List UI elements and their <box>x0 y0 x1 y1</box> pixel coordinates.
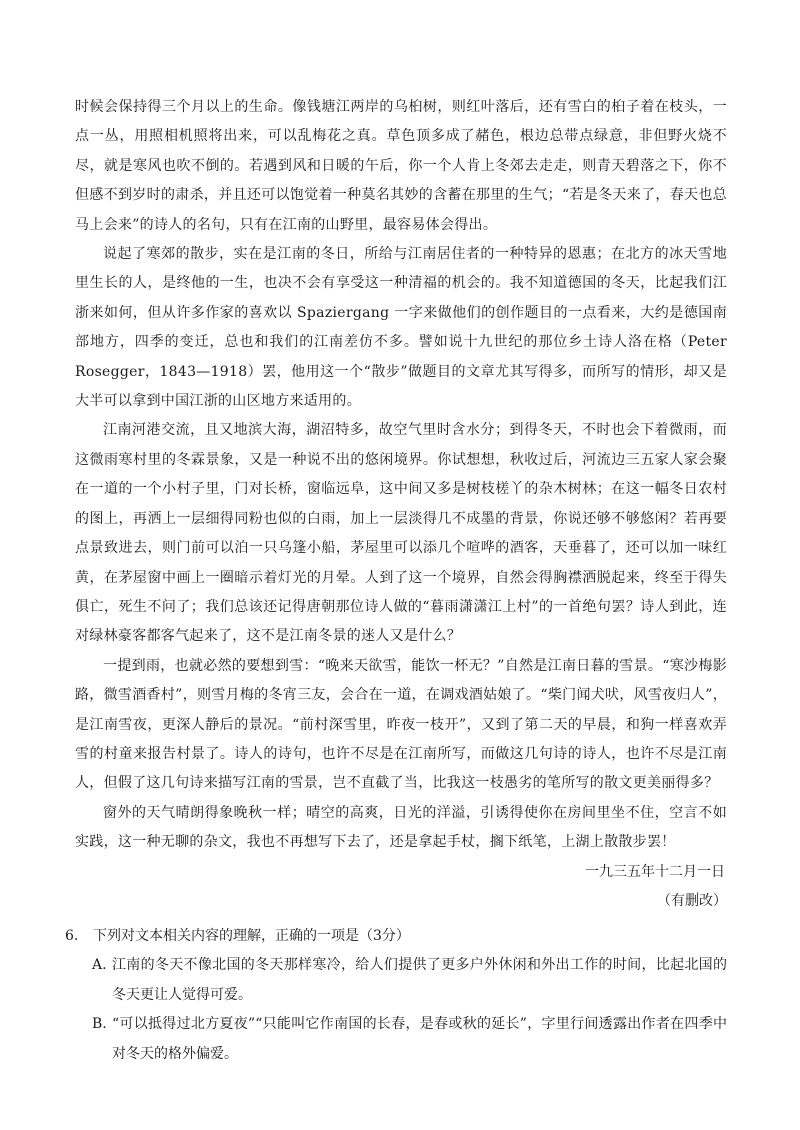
option-text: 江南的冬天不像北国的冬天那样寒冷，给人们提供了更多户外休闲和外出工作的时间，比起北国的冬天更让人觉得可爱。 <box>112 957 727 1003</box>
option-a <box>92 951 727 1010</box>
question-text: 下列对文本相关内容的理解，正确的一项是（3分） <box>93 928 410 945</box>
passage-paragraph-1: 时候会保持得三个月以上的生命。像钱塘江两岸的乌桕树，则红叶落后，还有雪白的桕子着在枝头，一点一丛，用照相机照将出来，可以乱梅花之真。草色顶多成了赭色，根边总带点绿意，非但野火烧不尽，就是寒风也吹不倒的。若遇到风和日暖的午后，你一个人肯上冬郊去走走，则青天碧落之下，你不但感不到岁时的肃杀，并且还可以饱觉着一种莫名其妙的含蓄在那里的生气；“若是冬天来了，春天也总马上会来”的诗人的名句，只有在江南的山野里，最容易体会得出。 <box>75 99 727 233</box>
question-6-stem <box>65 922 727 951</box>
question-number: 6. <box>65 928 79 945</box>
passage-paragraph-4: 一提到雨，也就必然的要想到雪：“晚来天欲雪，能饮一杯无？”自然是江南日暮的雪景。“寒沙梅影路，微雪酒香村”，则雪月梅的冬宵三友，会合在一道，在调戏酒姑娘了。“柴门闻犬吠，风雪夜归人”，是江南雪夜，更深人静后的景况。“前村深雪里，昨夜一枝开”，又到了第二天的早晨，和狗一样喜欢弄雪的村童来报告村景了。诗人的诗句，也许不尽是在江南所写，而做这几句诗的诗人，也许不尽是江南人，但假了这几句诗来描写江南的雪景，岂不直截了当，比我这一枝愚劣的笔所写的散文更美丽得多？ <box>75 657 727 792</box>
document-page <box>65 93 727 1069</box>
passage-paragraph-5: 窗外的天气晴朗得象晚秋一样；晴空的高爽，日光的洋溢，引诱得使你在房间里坐不住，空言不如实践，这一种无聊的杂文，我也不再想写下去了，还是拿起手杖，搁下纸笔，上湖上散散步罢！ <box>75 804 727 851</box>
passage-date: 一九三五年十二月一日 <box>585 863 725 880</box>
passage-paragraph-3: 江南河港交流，且又地滨大海，湖沼特多，故空气里时含水分；到得冬天，不时也会下着微雨，而这微雨寒村里的冬霖景象，又是一种说不出的悠闲境界。你试想想，秋收过后，河流边三五家人家会聚在一道的一个小村子里，门对长桥，窗临远阜，这中间又多是树枝槎丫的杂木树林；在这一幅冬日农村的图上，再洒上一层细得同粉也似的白雨，加上一层淡得几不成墨的背景，你说还够不够悠闲？若再要点景致进去，则门前可以泊一只乌篷小船，茅屋里可以添几个喧哗的酒客，天垂暮了，还可以加一味红黄，在茅屋窗中画上一圈暗示着灯光的月晕。人到了这一个境界，自然会得胸襟洒脱起来，终至于得失俱亡，死生不问了；我们总该还记得唐朝那位诗人做的“暮雨潇潇江上村”的一首绝句罢？诗人到此，连对绿林豪客都客气起来了，这不是江南冬景的迷人又是什么？ <box>75 422 727 645</box>
option-label: B. <box>92 1016 107 1033</box>
passage-note: （有删改） <box>657 892 727 909</box>
option-text: “可以抵得过北方夏夜”“只能叫它作南国的长春，是春或秋的延长”，字里行间透露出作者在四季中对冬天的格外偏爱。 <box>112 1016 727 1062</box>
passage-paragraph-2: 说起了寒郊的散步，实在是江南的冬日，所给与江南居住者的一种特异的恩惠；在北方的冰天雪地里生长的人，是终他的一生，也决不会有享受这一种清福的机会的。我不知道德国的冬天，比起我们江浙来如何，但从许多作家的喜欢以 Spaziergang 一字来做他们的创作题目的一点看来，大约是德国南部地方，四季的变迁，总也和我们的江南差仿不多。譬如说十九世纪的那位乡土诗人洛在格（Peter Rosegger，1843—1918）罢，他用这一个“散步”做题目的文章尤其写得多，而所写的情形，却又是大半可以拿到中国江浙的山区地方来适用的。 <box>75 246 727 410</box>
option-b <box>92 1010 727 1069</box>
option-label: A. <box>92 957 107 974</box>
